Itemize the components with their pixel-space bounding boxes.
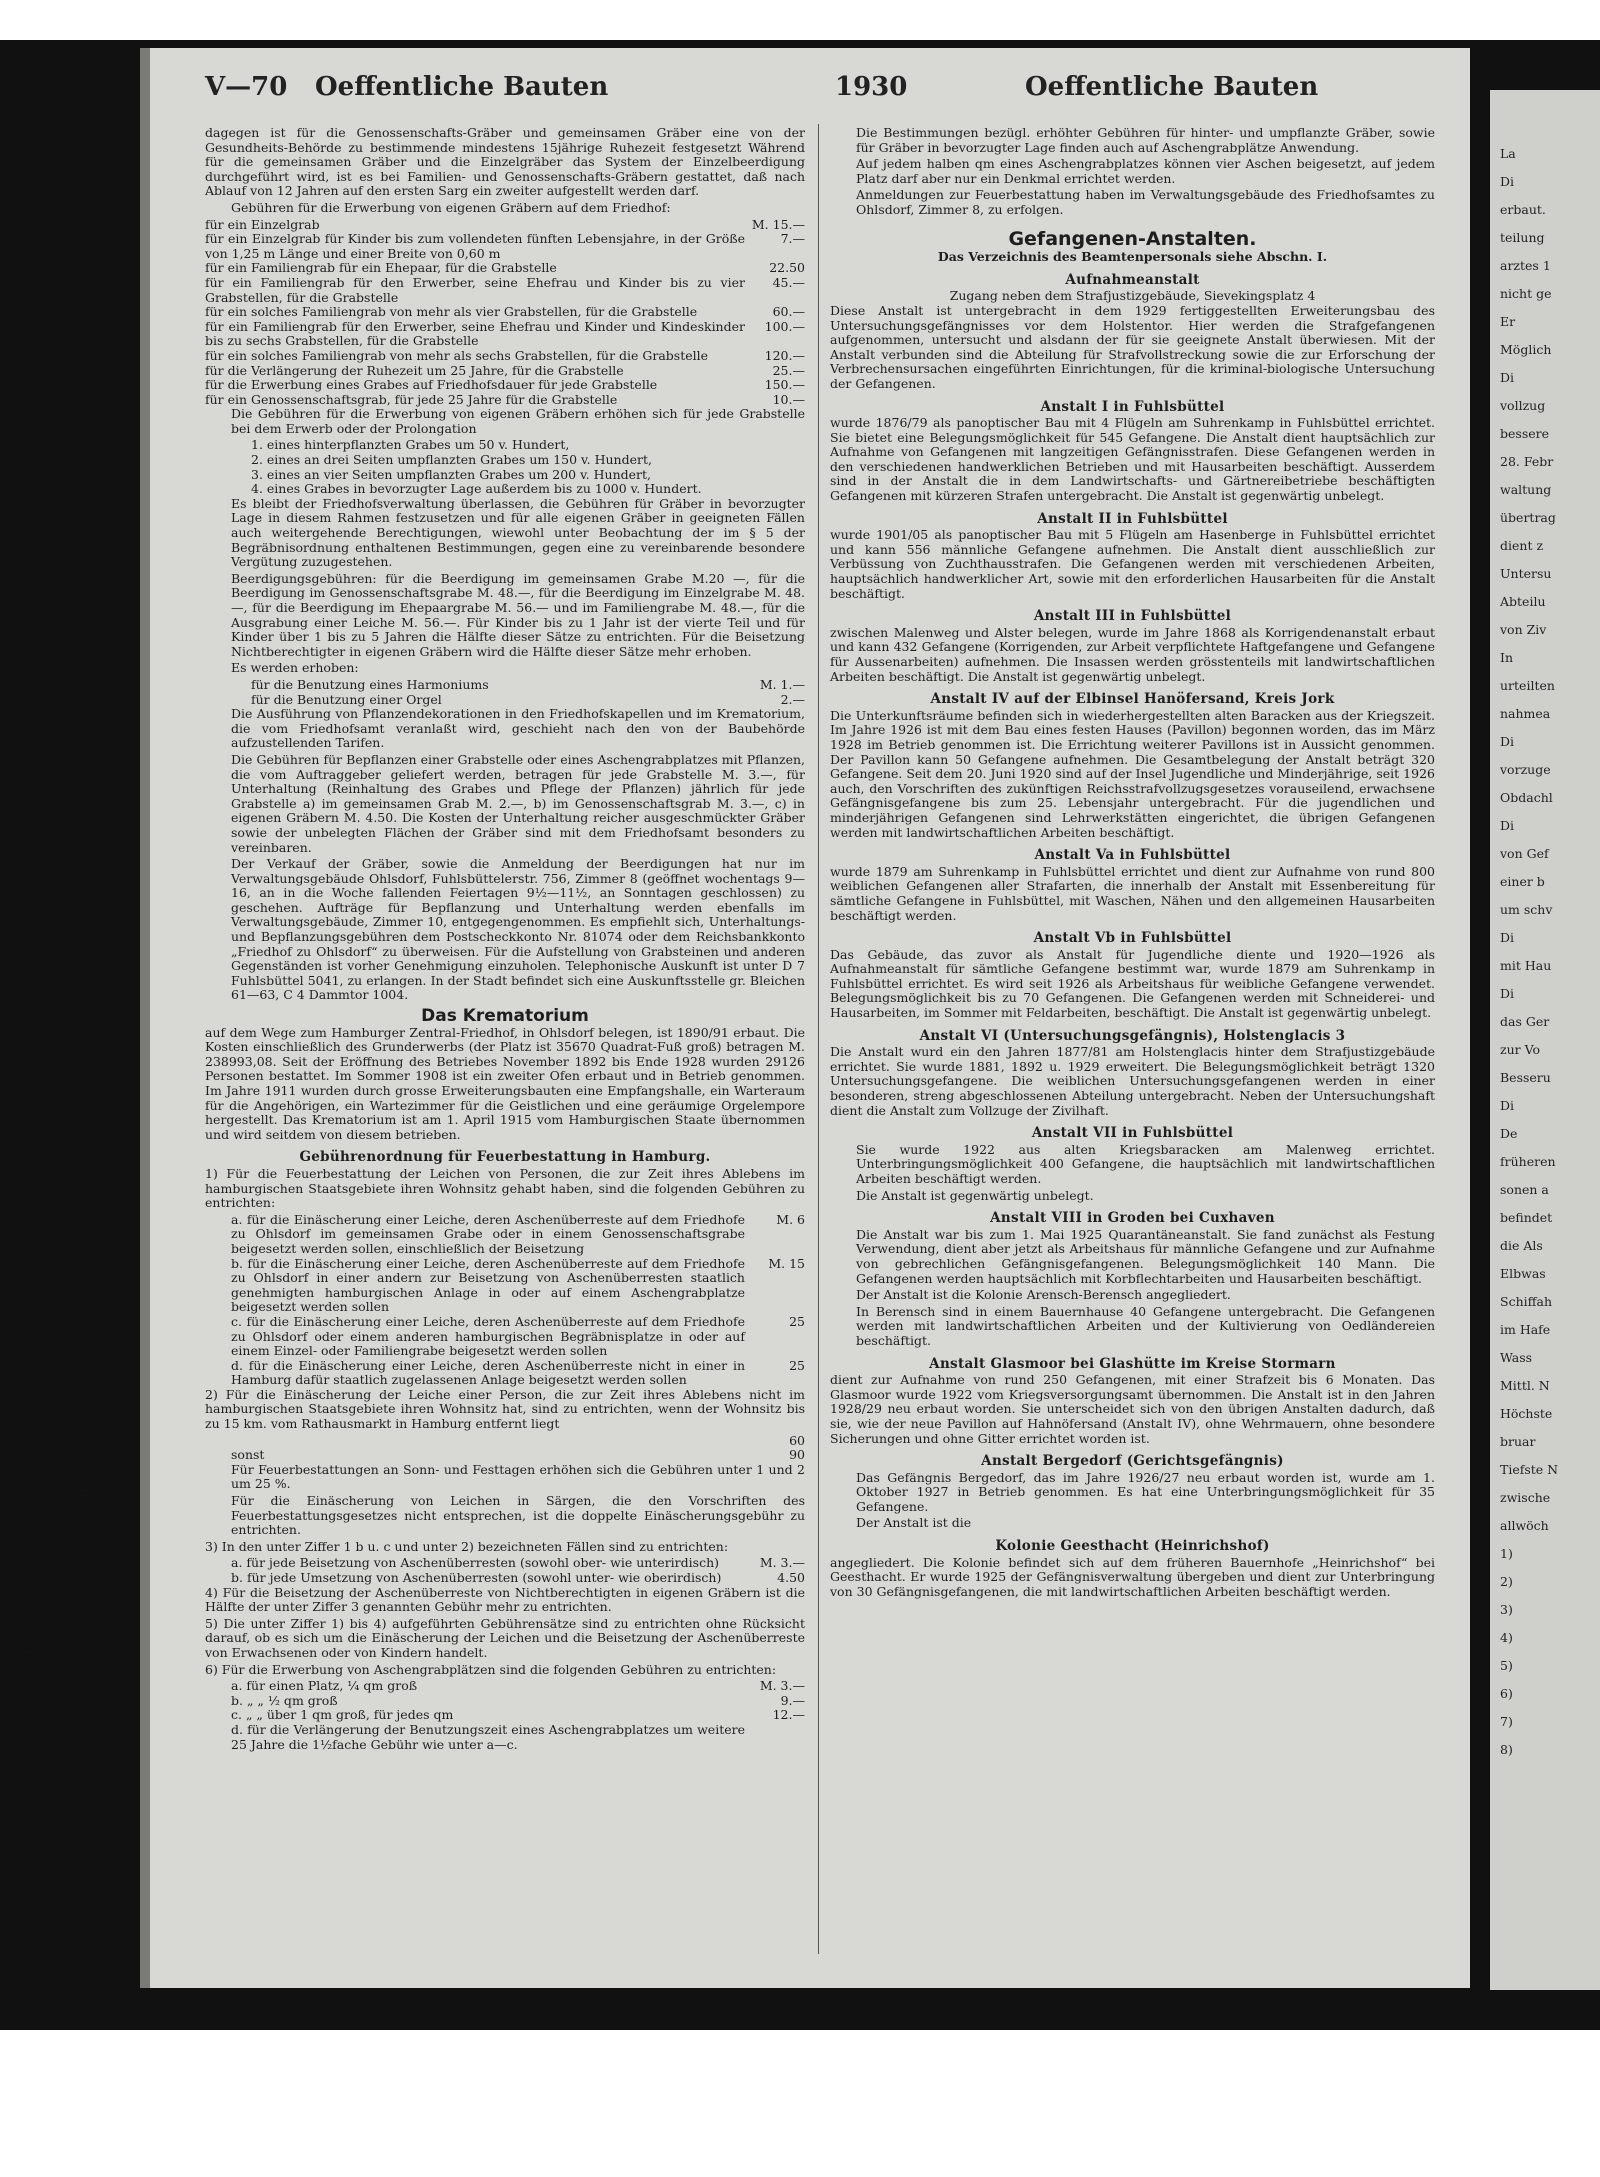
fee-row <box>205 364 805 379</box>
fragment-line: 4) <box>1500 1630 1513 1645</box>
fragment-line: Wass <box>1500 1350 1533 1365</box>
paragraph: 2) Für die Einäscherung der Leiche einer Person, die zur Zeit ihres Ablebens nicht im hamburgischen Staatsgebiete ihren Wohnsitz hat, sind zu entrichten, wenn der Wohnsitz bis zu 15 km. vom Rathausmarkt in Hamburg entfernt liegt <box>205 1386 805 1432</box>
fragment-line: Di <box>1500 1098 1515 1113</box>
fragment-line: 8) <box>1500 1742 1513 1757</box>
fragment-line: 3) <box>1500 1602 1513 1617</box>
fee-description: a. für die Einäscherung einer Leiche, deren Aschenüberreste auf dem Friedhofe zu Ohlsdorf im gemeinsamen Grabe oder in einem Genossenschaftsgrabe beigesetzt werden sollen, einschließlich der Beisetzung <box>231 1211 745 1256</box>
paragraph: Der Anstalt ist die <box>856 1515 972 1531</box>
list-item: 2. eines an drei Seiten umpflanzten Grabes um 150 v. Hundert, <box>251 452 652 468</box>
paragraph: In Berensch sind in einem Bauernhause 40 Gefangene untergebracht. Die Gefangenen werden mit landwirtschaftlichen Arbeiten und der Kultivierung von Oedländereien beschäftigt. <box>856 1303 1435 1348</box>
heading-anstalt-3: Anstalt III in Fuhlsbüttel <box>1033 608 1232 625</box>
fragment-line: Di <box>1500 734 1515 749</box>
fragment-line: Tiefste N <box>1500 1462 1559 1477</box>
paragraph: Die Bestimmungen bezügl. erhöhter Gebühren für hinter- und umpflanzte Gräber, sowie für Gräber in bevorzugter Lage finden auch auf Aschengrabplätze Anwendung. <box>856 125 1435 155</box>
cremation-fee-list <box>205 1213 805 1388</box>
fee-description: für die Verlängerung der Ruhezeit um 25 Jahre, für die Grabstelle <box>205 362 624 378</box>
fee-description: für ein Einzelgrab <box>205 216 320 232</box>
fragment-line: Di <box>1500 818 1515 833</box>
paragraph: Gebühren für die Erwerbung von eigenen Gräbern auf dem Friedhof: <box>231 199 671 215</box>
fee-row <box>205 305 805 320</box>
fee-amount: 25 <box>789 1313 805 1329</box>
fragment-line: teilung <box>1500 230 1545 245</box>
fragment-line: zur Vo <box>1500 1042 1540 1057</box>
fragment-line: Di <box>1500 986 1515 1001</box>
fee-row <box>231 1571 805 1586</box>
fee-amount: M. 1.— <box>759 676 805 692</box>
fragment-line: nahmea <box>1500 706 1551 721</box>
fee-row <box>205 232 805 261</box>
fee-row <box>205 393 805 408</box>
page-number: V—70 <box>205 72 288 102</box>
paragraph: 4) Für die Beisetzung der Aschenüberreste von Nichtberechtigten in eigenen Gräbern ist die Hälfte der unter Ziffer 3 genannten Gebühr mehr zu entrichten. <box>205 1584 805 1615</box>
paragraph: Die Anstalt ist gegenwärtig unbelegt. <box>856 1187 1094 1203</box>
fee-amount: M. 15 <box>768 1255 805 1271</box>
document-page <box>140 48 1470 1988</box>
paragraph: Die Anstalt war bis zum 1. Mai 1925 Quarantäneanstalt. Sie fand zunächst als Festung Verwendung, dient aber jetzt als Arbeitshaus für männliche Gefangene und zur Aufnahme von gebrechlichen Gefängnisgefangenen. Belegungsmöglichkeit 140 Mann. Die Gefangenen werden hauptsächlich mit Korbflechtarbeiten und Hausarbeiten beschäftigt. <box>856 1226 1435 1286</box>
paragraph: Auf jedem halben qm eines Aschengrabplatzes können vier Aschen beigesetzt, auf jedem Platz darf aber nur ein Denkmal errichtet werden. <box>856 156 1435 186</box>
paragraph: Das Gebäude, das zuvor als Anstalt für Jugendliche diente und 1920—1926 als Aufnahmeanstalt für sämtliche Gefangene bestimmt war, wurde 1879 am Suhrenkamp in Fuhlsbüttel errichtet. Es wird seit 1926 als Arbeitshaus für weibliche Gefangene verwendet. Belegungsmöglichkeit bis zu 70 Gefangenen. Die Gefangenen werden mit Schneiderei- und Hausarbeiten, im Sommer mit Feldarbeiten, beschäftigt. Die Anstalt ist gegenwärtig unbelegt. <box>830 946 1435 1021</box>
paragraph: Diese Anstalt ist untergebracht in dem 1929 fertiggestellten Erweiterungsbau des Untersuchungsgefängnisses vor dem Holstentor. Hier werden die Strafgefangenen aufgenommen, untersucht und alsdann der für sie geeignete Anstalt überwiesen. Mit der Anstalt verbunden sind die Abteilung für Strafvollstreckung sowie die zur Erforschung der Verbrechensursachen eingeführten Einrichtungen, für die kriminal-biologische Untersuchung der Gefangenen. <box>830 302 1435 391</box>
heading-anstalt-glasmoor: Anstalt Glasmoor bei Glashütte im Kreise Stormarn <box>929 1355 1336 1372</box>
paragraph: Der Anstalt ist die Kolonie Arensch-Berensch angegliedert. <box>856 1287 1231 1303</box>
fee-amount <box>745 1723 805 1752</box>
fragment-line: nicht ge <box>1500 286 1552 301</box>
fee-row <box>231 1359 805 1388</box>
repaired-document-label: Repaired Document <box>4 1336 48 1760</box>
paragraph: angegliedert. Die Kolonie befindet sich auf dem früheren Bauernhofe „Heinrichshof“ bei Geesthacht. Er wurde 1925 der Gefängnisverwaltung übergeben und dient zur Unterbringung von 30 Gefängnisgefangenen, die mit landwirtschaftlichen Arbeiten beschäftigt werden. <box>830 1554 1435 1599</box>
heading-anstalt-6: Anstalt VI (Untersuchungsgefängnis), Holstenglacis 3 <box>919 1027 1346 1044</box>
section-heading-gebuehrenordnung: Gebührenordnung für Feuerbestattung in Hamburg. <box>299 1149 711 1166</box>
fee-description: d. für die Verlängerung der Benutzungszeit eines Aschengrabplatzes um weitere 25 Jahre die 1½fache Gebühr wie unter a—c. <box>231 1721 745 1752</box>
fee-amount: 2.— <box>780 691 805 707</box>
fragment-line: das Ger <box>1500 1014 1550 1029</box>
fee-row <box>231 1708 805 1723</box>
paragraph: 1) Für die Feuerbestattung der Leichen von Personen, die zur Zeit ihres Ablebens im hamburgischen Staatsgebiete ihren Wohnsitz gehabt haben, sind die folgenden Gebühren zu entrichten: <box>205 1165 805 1211</box>
fee-amount: 25 <box>789 1357 805 1373</box>
paragraph: dagegen ist für die Genossenschafts-Gräber und gemeinsamen Gräber eine von der Gesundheits-Behörde zu bestimmende mindestens 15jährige Ruhezeit festgesetzt Während für die gemeinsamen Gräber und die Einzelgräber das System der Einzelbeerdigung durchgeführt wird, ist es bei Familien- und Genossenschafts-Gräbern gestattet, daß nach Ablauf von 12 Jahren auf den ersten Sarg ein zweiter aufgestellt werden darf. <box>205 125 805 199</box>
fragment-line: übertrag <box>1500 510 1556 525</box>
fee-amount: 45.— <box>772 274 805 290</box>
fee-description: für ein solches Familiengrab von mehr als vier Grabstellen, für die Grabstelle <box>205 304 698 320</box>
fee-amount: 7.— <box>780 231 805 247</box>
paragraph: Anmeldungen zur Feuerbestattung haben im Verwaltungsgebäude des Friedhofsamtes zu Ohlsdorf, Zimmer 8, zu erfolgen. <box>856 187 1435 217</box>
bleed-through-label: Bleed Through <box>58 867 109 1230</box>
fragment-line: zwische <box>1500 1490 1551 1505</box>
fee-description <box>231 1434 745 1449</box>
fee-description: b. „ „ ½ qm groß <box>231 1692 338 1708</box>
fragment-line: 6) <box>1500 1686 1513 1701</box>
heading-anstalt-bergedorf: Anstalt Bergedorf (Gerichtsgefängnis) <box>981 1453 1284 1470</box>
fee-row <box>231 1257 805 1315</box>
fragment-line: Untersu <box>1500 566 1552 581</box>
fee-amount: 150.— <box>764 377 805 393</box>
fee-description: b. für jede Umsetzung von Aschenüberresten (sowohl unter- wie oberirdisch) <box>231 1570 722 1585</box>
fragment-line: 7) <box>1500 1714 1513 1729</box>
section-heading-gefangenen-anstalten: Gefangenen-Anstalten. <box>1008 227 1257 250</box>
heading-anstalt-8: Anstalt VIII in Groden bei Cuxhaven <box>990 1210 1275 1227</box>
fragment-line: von Ziv <box>1500 622 1547 637</box>
fragment-line: De <box>1500 1126 1518 1141</box>
left-column <box>205 126 805 1752</box>
paragraph: auf dem Wege zum Hamburger Zentral-Friedhof, in Ohlsdorf belegen, ist 1890/91 erbaut. Die Kosten einschließlich des Grunderwerbs (der Platz ist 35670 Quadrat-Fuß groß) betragen M. 238993,08. Seit der Eröffnung des Betriebes November 1892 bis Ende 1928 wurden 29126 Personen bestattet. Im Sommer 1908 ist ein zweiter Ofen erbaut und in Betrieb genommen. Im Jahre 1911 wurden durch grosse Erweiterungsbauten eine Empfangshalle, ein Warteraum für die Angehörigen, ein Wartezimmer für die Geistlichen und eine geräumige Orgelempore hergestellt. Das Krematorium ist am 1. April 1915 vom Hamburgischen Staate übernommen und wird seitdem von diesem betrieben. <box>205 1024 805 1142</box>
fragment-line: befindet <box>1500 1210 1553 1225</box>
fee-amount: 120.— <box>764 347 805 363</box>
fee-amount: M. 3.— <box>759 1678 805 1694</box>
fragment-line: 1) <box>1500 1546 1513 1561</box>
fragment-line: Höchste <box>1500 1406 1553 1421</box>
fee-description: d. für die Einäscherung einer Leiche, deren Aschenüberreste nicht in einer in Hamburg dafür staatlich zugelassenen Anlage beigesetzt werden sollen <box>231 1357 745 1388</box>
fragment-line: erbaut. <box>1500 202 1546 217</box>
paragraph: 6) Für die Erwerbung von Aschengrabplätzen sind die folgenden Gebühren zu entrichten: <box>205 1661 777 1677</box>
running-header <box>205 66 1435 116</box>
fee-amount: M. 3.— <box>759 1555 805 1571</box>
fee-row <box>231 1694 805 1709</box>
fragment-line: um schv <box>1500 902 1553 917</box>
fee-amount: 10.— <box>772 391 805 407</box>
fragment-line: In <box>1500 650 1513 665</box>
header-left-title: Oeffentliche Bauten <box>315 72 609 102</box>
fee-description: a. für einen Platz, ¼ qm groß <box>231 1678 418 1694</box>
fee-row <box>205 378 805 393</box>
paragraph: Das Gefängnis Bergedorf, das im Jahre 1926/27 neu erbaut worden ist, wurde am 1. Oktober 1927 in Betrieb genommen. Es hat eine Unterbringungsmöglichkeit für 35 Gefangene. <box>856 1469 1435 1514</box>
right-column <box>830 126 1435 1601</box>
paragraph: Die Unterkunftsräume befinden sich in wiederhergestellten alten Baracken aus der Kriegszeit. Im Jahre 1926 ist mit dem Bau eines festen Hauses (Pavillon) begonnen worden, das im März 1928 im Betrieb genommen ist. Die Errichtung weiterer Pavillons ist in Aussicht genommen. Der Pavillon kann 50 Gefangene aufnehmen. Die Gesamtbelegung der Anstalt beträgt 320 Gefangene. Seit dem 20. Juni 1920 sind auf der Insel Jugendliche und Minderjährige, seit 1926 auch, den Vorschriften des zukünftigen Reichsstrafvollzugsgesetzes vorauseilend, erwachsene Gefängnisgefangene bis zum 25. Lebensjahr untergebracht. Für die jugendlichen und minderjährigen Gefangenen sind Lehrwerkstätten eingerichtet, die übrigen Gefangenen werden mit landwirtschaftlichen Arbeiten beschäftigt. <box>830 707 1435 840</box>
fee-row <box>231 1213 805 1257</box>
fee-row <box>231 1448 805 1463</box>
fee-amount: 100.— <box>764 318 805 334</box>
fee-description: c. „ „ über 1 qm groß, für jedes qm <box>231 1707 454 1723</box>
fragment-line: La <box>1500 146 1516 161</box>
fee-amount: M. 15.— <box>751 216 805 232</box>
side-labels <box>0 780 140 1780</box>
fragment-line: vollzug <box>1500 398 1546 413</box>
heading-anstalt-7: Anstalt VII in Fuhlsbüttel <box>1031 1125 1234 1142</box>
fee-description: für die Erwerbung eines Grabes auf Friedhofsdauer für jede Grabstelle <box>205 377 658 393</box>
paragraph: Die Anstalt wurd ein den Jahren 1877/81 am Holstenglacis hinter dem Strafjustizgebäude errichtet. Sie wurde 1881, 1892 u. 1929 erweitert. Die Belegungsmöglichkeit beträgt 1320 Untersuchungsgefangene. Die weiblichen Untersuchungsgefangenen werden in einer besonderen, streng abgeschlossenen Abteilung untergebracht. Neben der Untersuchungshaft dient die Anstalt zum Vollzuge der Zivilhaft. <box>830 1044 1435 1118</box>
paragraph: 5) Die unter Ziffer 1) bis 4) aufgeführten Gebührensätze sind zu entrichten ohne Rücksicht darauf, ob es sich um die Einäscherung der Leichen und die Beisetzung der Aschenüberreste von Erwachsenen oder von Kindern handelt. <box>205 1615 805 1660</box>
fee-row <box>231 1434 805 1449</box>
paragraph: Der Verkauf der Gräber, sowie die Anmeldung der Beerdigungen hat nur im Verwaltungsgebäude Ohlsdorf, Fuhlsbüttelerstr. 756, Zimmer 8 (geöffnet wochentags 9—16, an in die Woche fallenden Feiertagen 9½—11½, an Sonntagen geschlossen) zu geschehen. Aufträge für Bepflanzung und Unterhaltung werden ebenfalls im Verwaltungsgebäude, Zimmer 10, entgegengenommen. Es empfiehlt sich, Unterhaltungs- und Bepflanzungsgebühren dem Postscheckkonto Nr. 81074 oder dem Reichsbankkonto „Friedhof zu Ohlsdorf“ zu überweisen. Für die Aufstellung von Grabsteinen und anderen Gegenständen ist vorher Genehmigung einzuholen. Telephonische Auskunft ist unter D 7 Fuhlsbüttel 5041, zu erlangen. In der Stadt befindet sich eine Auskunftsstelle gr. Bleichen 61—63, C 4 Dammtor 1004. <box>231 856 805 1003</box>
fragment-line: bessere <box>1500 426 1549 441</box>
heading-anstalt-2: Anstalt II in Fuhlsbüttel <box>1037 510 1228 527</box>
fee-description: für die Benutzung einer Orgel <box>251 691 442 707</box>
fee-description: für ein Familiengrab für den Erwerber, seine Ehefrau und Kinder bis zu vier Grabstellen, für die Grabstelle <box>205 274 745 305</box>
fragment-line: Obdachl <box>1500 790 1553 805</box>
fee-row <box>251 678 805 693</box>
fragment-line: Di <box>1500 174 1515 189</box>
fee-row <box>251 693 805 708</box>
fee-amount: 9.— <box>780 1692 805 1708</box>
fee-row <box>231 1556 805 1571</box>
urn-plot-fee-list <box>205 1679 805 1752</box>
fee-amount: 60.— <box>772 304 805 320</box>
fee-description: für ein Familiengrab für ein Ehepaar, für die Grabstelle <box>205 260 557 276</box>
fee-row <box>205 276 805 305</box>
fragment-line: vorzuge <box>1500 762 1551 777</box>
fee-amount: 12.— <box>772 1707 805 1723</box>
fee-row <box>205 320 805 349</box>
fragment-line: 5) <box>1500 1658 1513 1673</box>
fee-row <box>231 1679 805 1694</box>
heading-anstalt-5b: Anstalt Vb in Fuhlsbüttel <box>1033 930 1232 947</box>
fee-description: b. für die Einäscherung einer Leiche, deren Aschenüberreste auf dem Friedhofe zu Ohlsdorf in einer andern zur Beisetzung von Aschenüberresten staatlich genehmigten hamburgischen Anlage in oder auf einem Aschengrabplatze beigesetzt werden sollen <box>231 1255 745 1315</box>
fee-description: für ein solches Familiengrab von mehr als sechs Grabstellen, für die Grabstelle <box>205 347 709 363</box>
fragment-line: Er <box>1500 314 1516 329</box>
fragment-line: 28. Febr <box>1500 454 1554 469</box>
fragment-line: die Als <box>1500 1238 1543 1253</box>
fee-description: sonst <box>231 1447 265 1463</box>
fragment-line: früheren <box>1500 1154 1556 1169</box>
paragraph: Beerdigungsgebühren: für die Beerdigung im gemeinsamen Grabe M.20 —, für die Beerdigung im Genossenschaftsgrabe M. 48.—, für die Beerdigung im Einzelgrabe M. 48.—, für die Beerdigung im Ehepaargrabe M. 56.— und im Familiengrabe M. 48.—, für die Ausgrabung einer Leiche M. 56.—. Für Kinder bis zu 1 Jahr ist der vierte Teil und für Kinder über 1 bis zu 5 Jahren die Hälfte dieser Sätze zu entrichten. Für die Beisetzung Nichtberechtigter in eigenen Gräbern wird die Hälfte dieser Sätze mehr erhoben. <box>231 570 805 659</box>
fragment-line: Möglich <box>1500 342 1552 357</box>
heading-anstalt-5a: Anstalt Va in Fuhlsbüttel <box>1034 847 1231 864</box>
paragraph: wurde 1876/79 als panoptischer Bau mit 4 Flügeln am Suhrenkamp in Fuhlsbüttel errichtet. Sie bietet eine Belegungsmöglichkeit für 545 Gefangene. Die Anstalt dient hauptsächlich zur Aufnahme von Gefangenen mit langzeitigen Gefängnisstrafen. Diese Gefangenen werden in den verschiedenen handwerklichen Betrieben und mit Hausarbeiten beschäftigt. Ausserdem sind in der Anstalt die in dem Landwirtschafts- und Gärtnereibetriebe beschäftigten Gefangenen mit kürzeren Strafen untergebracht. Die Anstalt ist gegenwärtig unbelegt. <box>830 415 1435 504</box>
fragment-line: mit Hau <box>1500 958 1552 973</box>
fragment-line: Besseru <box>1500 1070 1551 1085</box>
fragment-line: im Hafe <box>1500 1322 1551 1337</box>
fragment-line: urteilten <box>1500 678 1555 693</box>
fee-description: für ein Genossenschaftsgrab, für jede 25 Jahre für die Grabstelle <box>205 391 618 407</box>
fee-amount: 22.50 <box>769 260 805 276</box>
aufnahmeanstalt-address: Zugang neben dem Strafjustizgebäude, Sievekingsplatz 4 <box>949 288 1316 304</box>
paragraph: Die Ausführung von Pflanzendekorationen in den Friedhofskapellen und im Krematorium, die vom Friedhofsamt veranlaßt wird, geschieht nach den von der Baubehörde aufzustellenden Tarifen. <box>231 706 805 751</box>
fee-amount: 60 <box>789 1432 805 1448</box>
fragment-line: Abteilu <box>1500 594 1546 609</box>
fragment-line: von Gef <box>1500 846 1549 861</box>
fee-amount: 25.— <box>772 362 805 378</box>
urn-fee-list <box>205 1556 805 1585</box>
paragraph: wurde 1879 am Suhrenkamp in Fuhlsbüttel errichtet und dient zur Aufnahme von rund 800 weiblichen Gefangenen aller Strafarten, die innerhalb der Anstalt mit Essenbereitung für sämtliche Gefangene in Fuhlsbüttel, mit Waschen, Nähen und den allgemeinen Hausarbeiten beschäftigt werden. <box>830 863 1435 923</box>
list-item: 3. eines an vier Seiten umpflanzten Grabes um 200 v. Hundert, <box>251 466 651 482</box>
surcharge-list <box>205 438 805 496</box>
fee-description: für ein Einzelgrab für Kinder bis zum vollendeten fünften Lebensjahre, in der Größe von 1,25 m Länge und einer Breite von 0,60 m <box>205 231 745 261</box>
fragment-line: dient z <box>1500 538 1544 553</box>
fee-amount: M. 6 <box>776 1211 805 1227</box>
fragment-line: Di <box>1500 370 1515 385</box>
paragraph: Es bleibt der Friedhofsverwaltung überlassen, die Gebühren für Gräber in bevorzugter Lage in diesem Rahmen festzusetzen und für alle eigenen Gräber in geeigneten Fällen auch weitergehende Berechtigungen, wiewohl unter Beobachtung der im § 5 der Begräbnisordnung enthaltenen Bestimmungen, gegen eine zu vereinbarende besondere Vergütung zuzugestehen. <box>231 495 805 570</box>
paragraph: dient zur Aufnahme von rund 250 Gefangenen, mit einer Strafzeit bis 6 Monaten. Das Glasmoor wurde 1922 vom Kriegsversorgungsamt übernommen. Die Anstalt ist in den Jahren 1928/29 neu erbaut worden. Sie unterscheidet sich von den übrigen Anstalten dadurch, daß sie, wie der neue Pavillon auf Hahnöfersand (Anstalt IV), ohne Wehrmauern, ohne besondere Sicherungen und ohne Gitter errichtet worden ist. <box>830 1372 1435 1446</box>
heading-kolonie-geesthacht: Kolonie Geesthacht (Heinrichshof) <box>995 1538 1270 1555</box>
fragment-line: waltung <box>1500 482 1552 497</box>
column-divider <box>818 124 819 1954</box>
heading-anstalt-4: Anstalt IV auf der Elbinsel Hanöfersand, Kreis Jork <box>930 691 1335 708</box>
fragment-line: 2) <box>1500 1574 1513 1589</box>
paragraph: wurde 1901/05 als panoptischer Bau mit 5 Flügeln am Hasenberge in Fuhlsbüttel errichtet und kann 556 männliche Gefangene aufnehmen. Die Anstalt dient ausschließlich zur Verbüssung von Zuchthausstrafen. Die Gefangenen werden mit verschiedenen Arbeiten, hauptsächlich handwerklicher Art, sowie mit den erforderlichen Hausarbeiten für die Anstalt beschäftigt. <box>830 527 1435 601</box>
fragment-line: arztes 1 <box>1500 258 1551 273</box>
fragment-line: allwöch <box>1500 1518 1549 1533</box>
header-right-title: Oeffentliche Bauten <box>1025 72 1319 102</box>
fragment-line: bruar <box>1500 1434 1536 1449</box>
fee-amount: 90 <box>789 1447 805 1463</box>
header-year: 1930 <box>835 72 908 102</box>
list-item: 1. eines hinterpflanzten Grabes um 50 v. Hundert, <box>251 437 570 453</box>
fee-description: c. für die Einäscherung einer Leiche, deren Aschenüberreste auf dem Friedhofe zu Ohlsdorf oder einem anderen hamburgischen Begräbnisplatze in oder auf einem Einzel- oder Familiengrabe beigesetzt werden sollen <box>231 1313 745 1359</box>
fragment-line: sonen a <box>1500 1182 1549 1197</box>
heading-anstalt-1: Anstalt I in Fuhlsbüttel <box>1040 398 1225 415</box>
paragraph: Sie wurde 1922 aus alten Kriegsbaracken am Malenweg errichtet. Unterbringungsmöglichkeit 400 Gefangene, die hauptsächlich mit landwirtschaftlichen Arbeiten beschäftigt werden. <box>856 1141 1435 1186</box>
heading-aufnahmeanstalt: Aufnahmeanstalt <box>1065 271 1200 288</box>
fragment-line: Schiffah <box>1500 1294 1552 1309</box>
fragment-line: Elbwas <box>1500 1266 1546 1281</box>
fee-description: für die Benutzung eines Harmoniums <box>251 676 489 692</box>
fee-row <box>231 1315 805 1359</box>
fee-description: a. für jede Beisetzung von Aschenüberresten (sowohl ober- wie unterirdisch) <box>231 1555 720 1571</box>
fragment-line: Mittl. N <box>1500 1378 1550 1393</box>
fragment-line: Di <box>1500 930 1515 945</box>
next-page-fragment <box>1500 140 1600 1764</box>
fragment-line: einer b <box>1500 874 1545 889</box>
nonresident-fee-list <box>205 1434 805 1463</box>
fee-row <box>205 349 805 364</box>
fee-description: für ein Familiengrab für den Erwerber, seine Ehefrau und Kinder und Kindeskinder bis zu sechs Grabstellen, für die Grabstelle <box>205 318 745 349</box>
paragraph: 3) In den unter Ziffer 1 b u. c und unter 2) bezeichneten Fällen sind zu entrichten: <box>205 1538 729 1554</box>
fee-row <box>205 261 805 276</box>
fee-row <box>205 218 805 233</box>
paragraph: Es werden erhoben: <box>231 660 359 676</box>
paragraph: Die Gebühren für Bepflanzen einer Grabstelle oder eines Aschengrabplatzes mit Pflanzen, die vom Auftraggeber geliefert werden, betragen für jede Grabstelle M. 3.—, für Unterhaltung (Reinhaltung des Grabes und Pflege der Pflanzen) jährlich für jede Grabstelle a) im gemeinsamen Grab M. 2.—, b) im Genossenschaftsgrab M. 3.—, c) in eigenen Gräbern M. 4.50. Die Kosten der Unterhaltung reicher ausgeschmückter Gräber sowie der unbelegten Flächen der Gräber sind mit dem Friedhofsamt besonders zu vereinbaren. <box>231 751 805 855</box>
section-subheading: Das Verzeichnis des Beamtenpersonals siehe Abschn. I. <box>937 249 1328 265</box>
section-heading-krematorium: Das Krematorium <box>421 1006 589 1027</box>
list-item: 4. eines Grabes in bevorzugter Lage außerdem bis zu 1000 v. Hundert. <box>251 481 702 497</box>
paragraph: Für Feuerbestattungen an Sonn- und Festtagen erhöhen sich die Gebühren unter 1 und 2 um 25 %. <box>231 1461 805 1492</box>
paragraph: Die Gebühren für die Erwerbung von eigenen Gräbern erhöhen sich für jede Grabstelle bei dem Erwerb oder der Prolongation <box>231 406 805 436</box>
fee-list <box>205 218 805 408</box>
fee-amount: 4.50 <box>777 1570 805 1585</box>
paragraph: Für die Einäscherung von Leichen in Särgen, die den Vorschriften des Feuerbestattungsgesetzes nicht entsprechen, ist die doppelte Einäscherungsgebühr zu entrichten. <box>231 1493 805 1538</box>
plastic-covered-label: Plastic Covered Document <box>66 1330 100 1760</box>
paragraph: zwischen Malenweg und Alster belegen, wurde im Jahre 1868 als Korrigendenanstalt erbaut und kann 432 Gefangene (Korrigenden, zur Arbeit verpflichtete Haftgefangene und Gefangene für Aussenarbeiten) aufnehmen. Die Insassen werden grösstenteils mit landwirtschaftlichen Arbeiten beschäftigt. Die Anstalt ist gegenwärtig unbelegt. <box>830 624 1435 684</box>
instrument-fee-list <box>205 678 805 707</box>
fee-row <box>231 1723 805 1752</box>
